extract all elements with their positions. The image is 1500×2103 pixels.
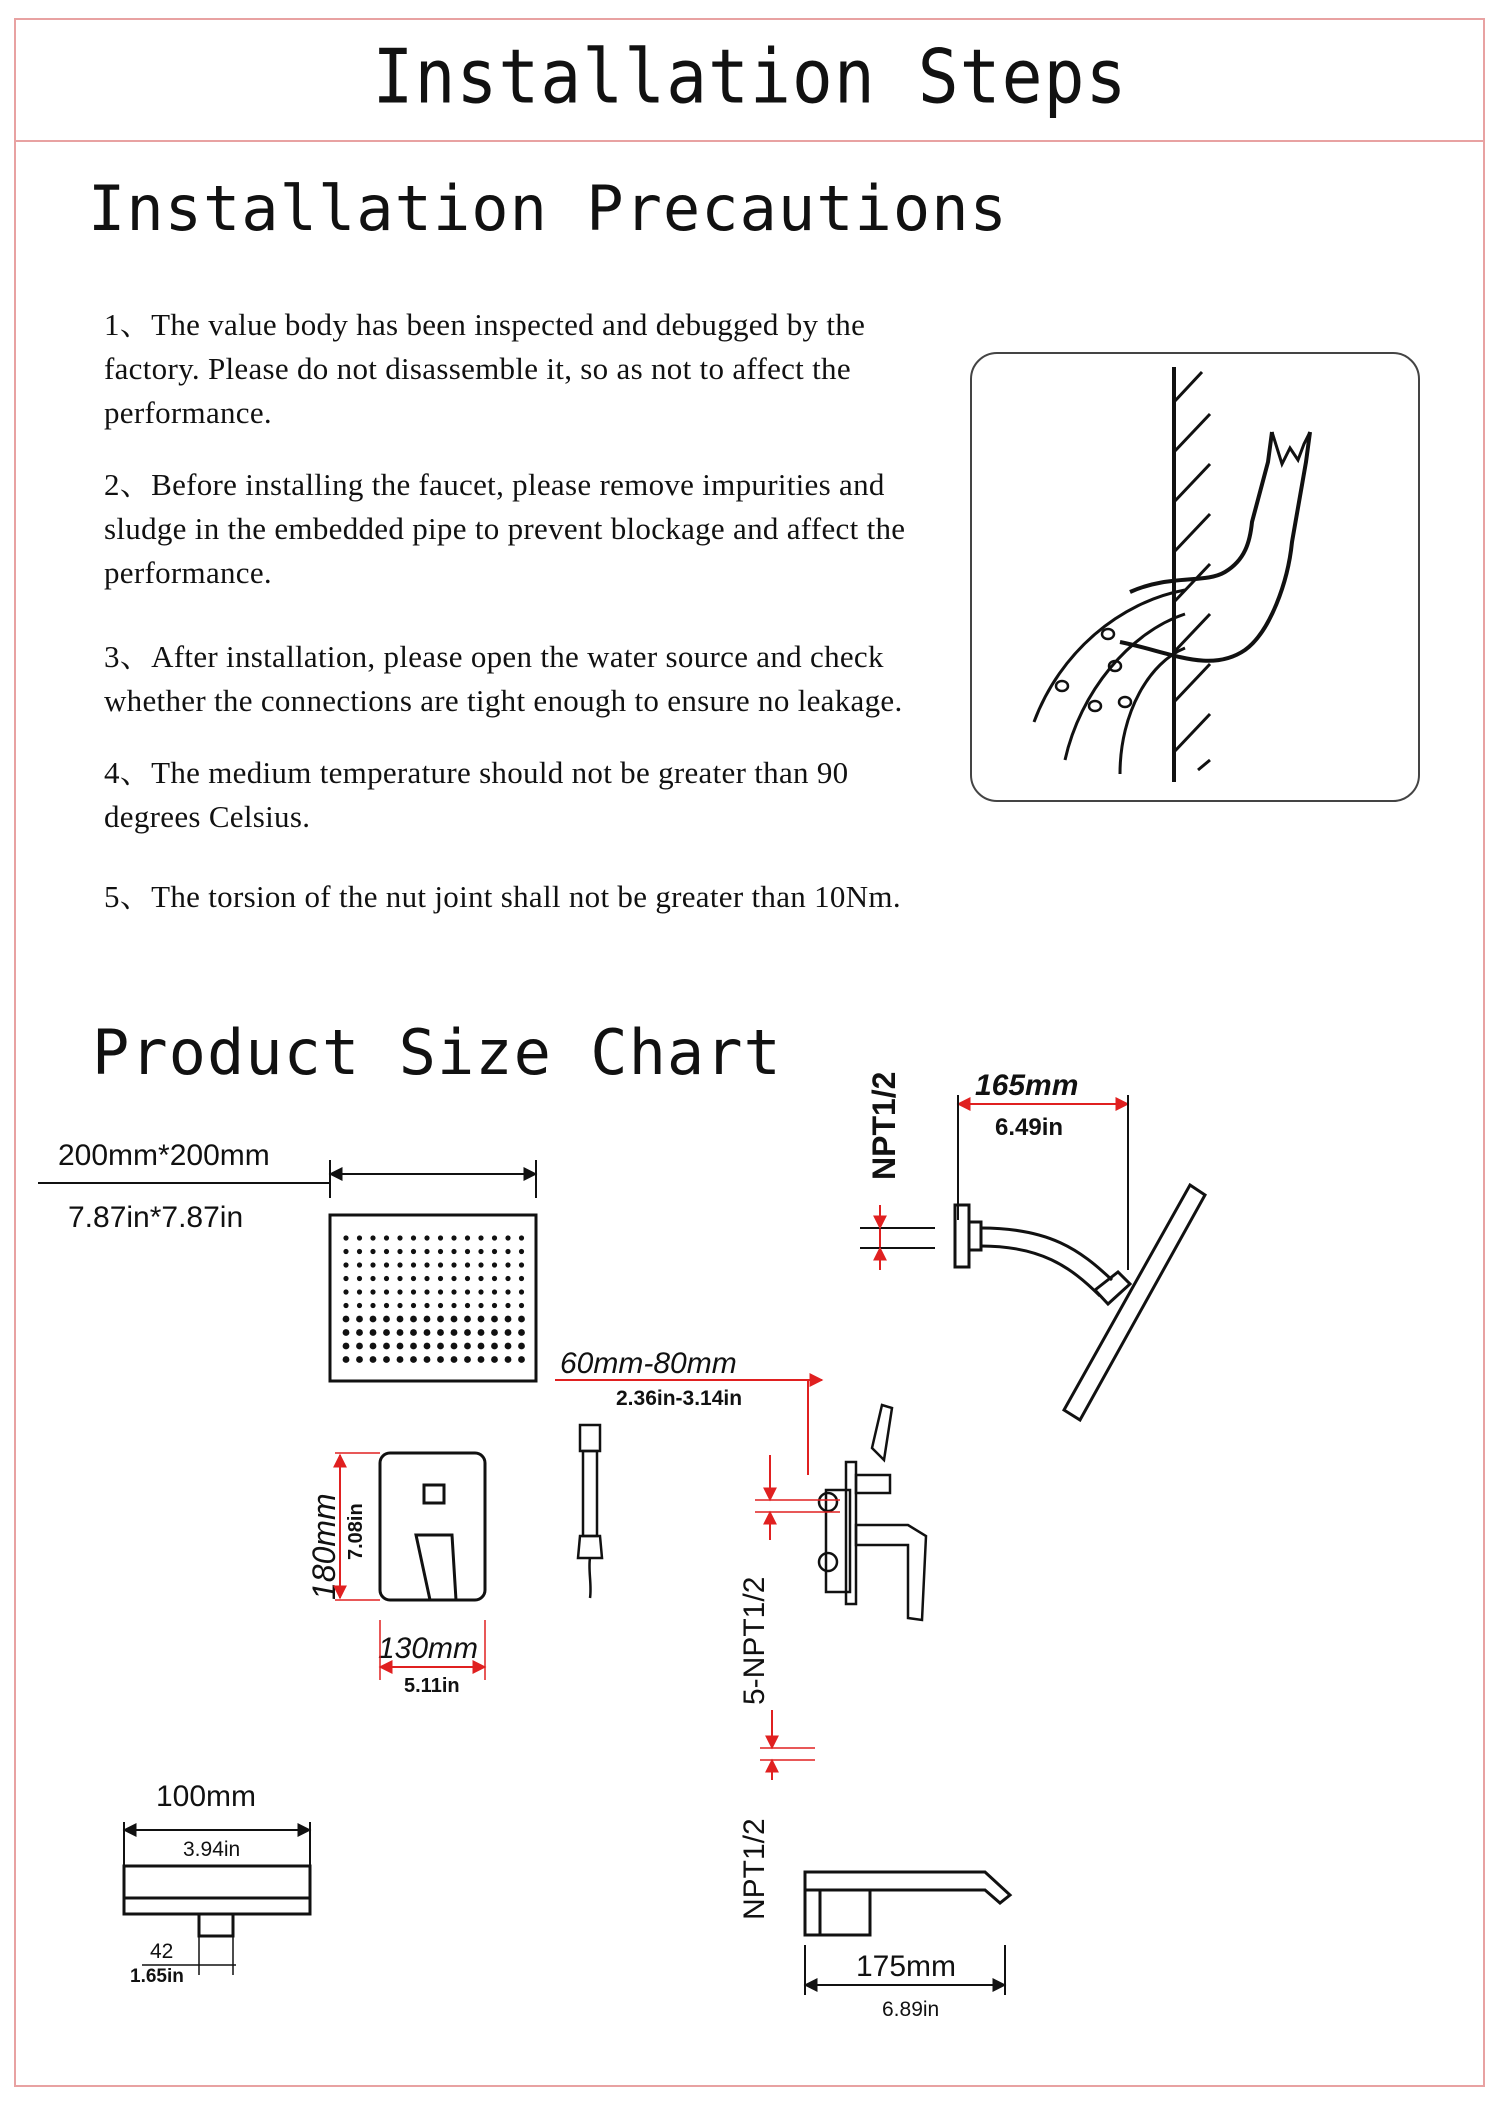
precaution-item-1: 1、The value body has been inspected and debugged by the factory. Please do not disassemble it, so as not to affect the performance. — [104, 307, 866, 430]
trim-width-mm: 130mm — [378, 1632, 479, 1665]
spout-length-mm: 175mm — [856, 1950, 957, 1983]
precautions-heading: Installation Precautions — [88, 172, 1008, 245]
product-size-drawing — [0, 1020, 1500, 2080]
shower-arm-drawing — [955, 1185, 1205, 1420]
shower-arm-length-in: 6.49in — [995, 1114, 1064, 1141]
spout-width-in: 3.94in — [183, 1838, 241, 1861]
wall-depth-mm: 60mm-80mm — [560, 1347, 737, 1380]
precaution-item-4: 4、The medium temperature should not be greater than 90 degrees Celsius. — [104, 755, 849, 834]
spout-top-view — [124, 1866, 310, 1936]
shower-arm-length-mm: 165mm — [975, 1069, 1079, 1102]
page-title: Installation Steps — [372, 34, 1128, 121]
trim-width-in: 5.11in — [404, 1675, 460, 1697]
spout-inlet-mm: 42 — [150, 1940, 174, 1963]
spout-side-view — [805, 1872, 1010, 1935]
header-divider — [14, 140, 1485, 142]
trim-height-in: 7.08in — [345, 1503, 367, 1560]
shower-arm-thread: NPT1/2 — [866, 1071, 902, 1180]
wall-depth-in: 2.36in-3.14in — [616, 1387, 743, 1410]
spout-inlet-in: 1.65in — [130, 1966, 184, 1987]
shower-head-size-mm: 200mm*200mm — [58, 1139, 270, 1172]
spout-width-mm: 100mm — [156, 1780, 257, 1813]
spout-thread: NPT1/2 — [738, 1818, 771, 1920]
hand-shower-drawing — [578, 1425, 602, 1598]
precaution-item-3: 3、After installation, please open the water source and check whether the connections are tight enough to ensure no leakage. — [104, 639, 903, 718]
trim-plate-drawing — [380, 1453, 485, 1600]
spout-length-in: 6.89in — [882, 1998, 940, 2021]
shower-head-size-in: 7.87in*7.87in — [68, 1201, 244, 1234]
precautions-list — [104, 303, 924, 947]
size-chart-heading: Product Size Chart — [92, 1016, 782, 1089]
pipe-cleaning-illustration — [970, 352, 1420, 802]
valve-threads: 5-NPT1/2 — [738, 1576, 771, 1705]
precaution-item-2: 2、Before installing the faucet, please remove impurities and sludge in the embedded pipe to prevent blockage and affect the performance. — [104, 467, 906, 590]
trim-height-mm: 180mm — [306, 1493, 342, 1600]
precaution-item-5: 5、The torsion of the nut joint shall not be greater than 10Nm. — [104, 879, 901, 914]
shower-head-nozzles — [343, 1235, 525, 1363]
